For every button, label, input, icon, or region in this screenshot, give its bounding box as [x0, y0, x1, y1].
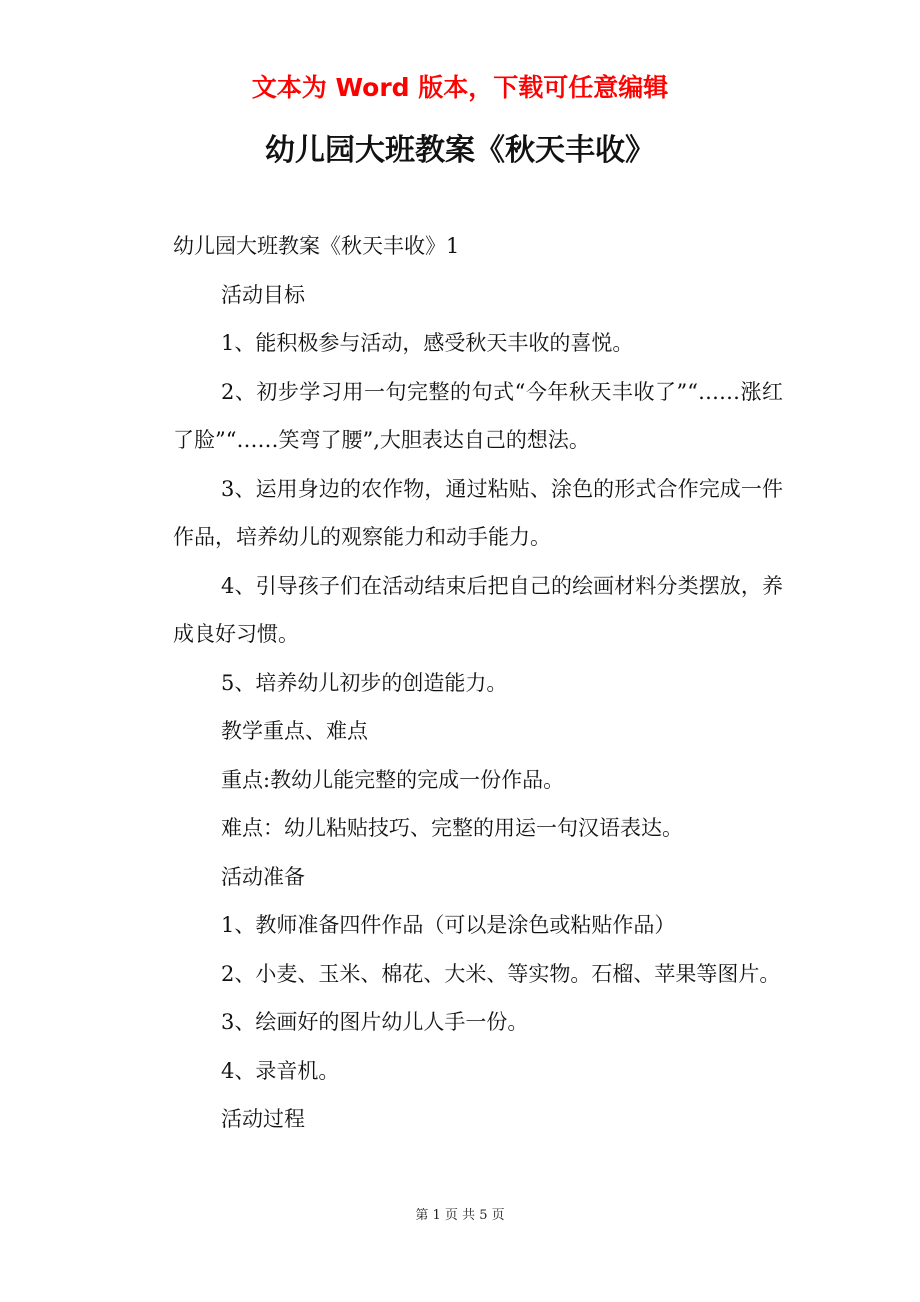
paragraph: 2、初步学习用一句完整的句式“今年秋天丰收了”“……涨红了脸”“……笑弯了腰”,大胆表达自己的想法。 — [173, 379, 783, 452]
paragraph: 活动过程 — [221, 1107, 305, 1131]
section-heading: 幼儿园大班教案《秋天丰收》1 — [173, 234, 460, 258]
paragraph: 5、培养幼儿初步的创造能力。 — [221, 670, 508, 695]
paragraph: 3、绘画好的图片幼儿人手一份。 — [221, 1010, 529, 1034]
paragraph: 4、录音机。 — [221, 1058, 340, 1083]
paragraph: 难点：幼儿粘贴技巧、完整的用运一句汉语表达。 — [221, 816, 683, 840]
document-body — [173, 222, 783, 1144]
paragraph: 1、教师准备四件作品（可以是涂色或粘贴作品） — [221, 913, 676, 937]
document-title: 幼儿园大班教案《秋天丰收》 — [265, 133, 655, 168]
paragraph: 活动准备 — [221, 864, 305, 889]
paragraph: 3、运用身边的农作物，通过粘贴、涂色的形式合作完成一件作品，培养幼儿的观察能力和动手能力。 — [173, 476, 783, 549]
page-footer: 第 1 页 共 5 页 — [415, 1208, 505, 1223]
paragraph: 教学重点、难点 — [221, 719, 368, 743]
paragraph: 2、小麦、玉米、棉花、大米、等实物。石榴、苹果等图片。 — [221, 961, 781, 986]
download-banner: 文本为 Word 版本，下载可任意编辑 — [251, 73, 669, 102]
paragraph: 活动目标 — [221, 282, 305, 307]
paragraph: 重点:教幼儿能完整的完成一份作品。 — [221, 767, 565, 792]
paragraph: 1、能积极参与活动，感受秋天丰收的喜悦。 — [221, 331, 634, 355]
paragraph: 4、引导孩子们在活动结束后把自己的绘画材料分类摆放，养成良好习惯。 — [173, 573, 783, 646]
